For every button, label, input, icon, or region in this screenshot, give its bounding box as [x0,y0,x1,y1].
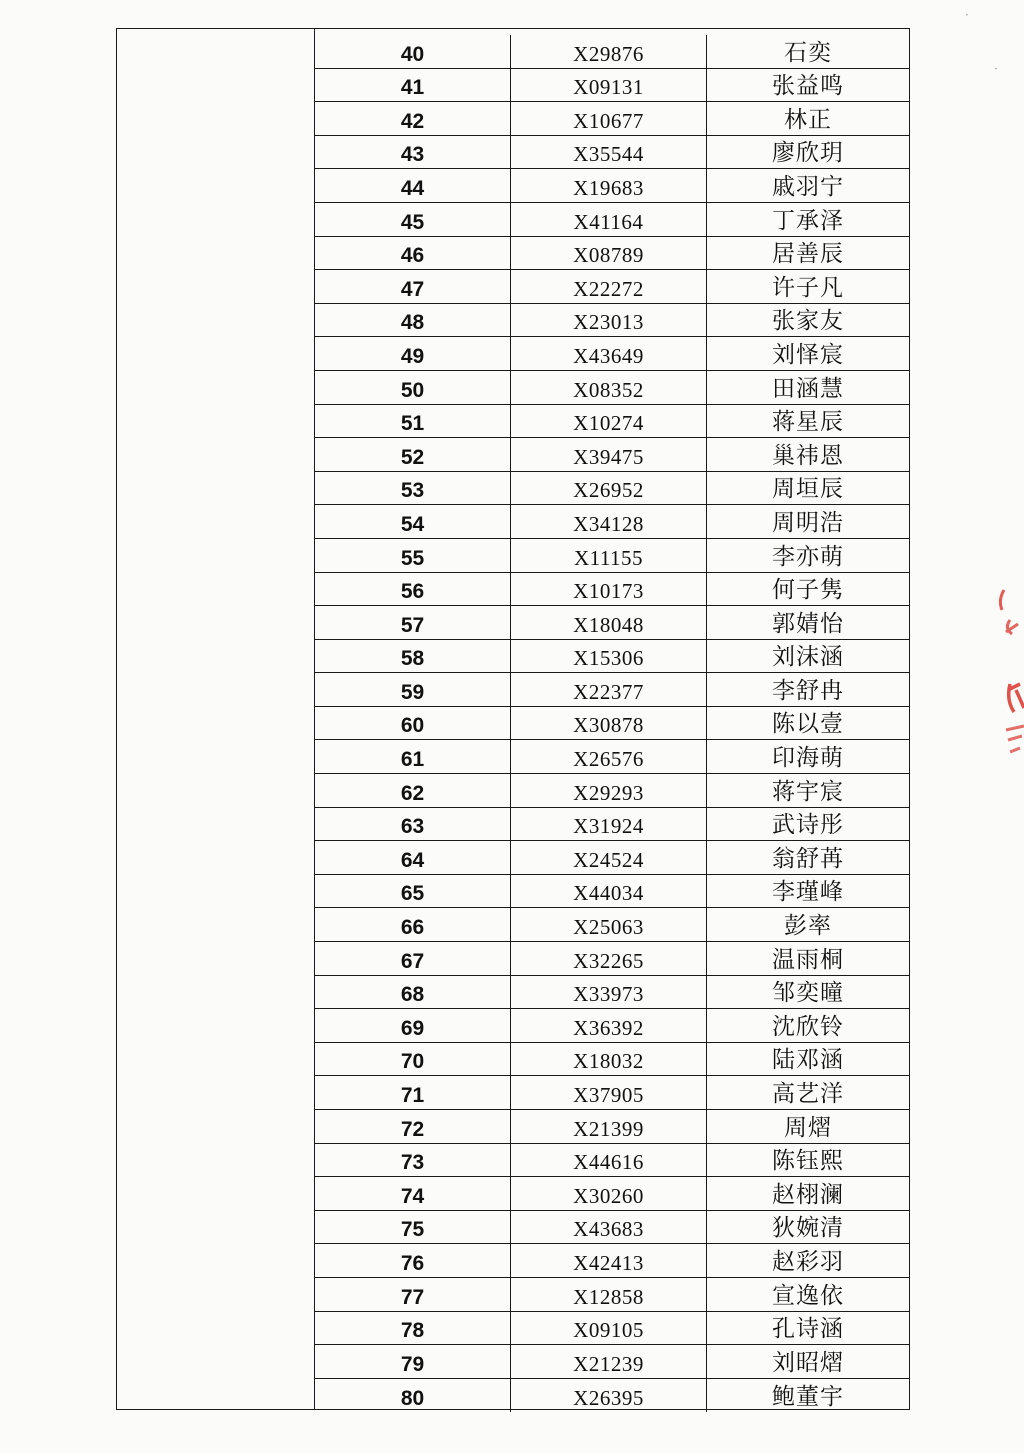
row-number: 47 [315,270,511,303]
row-number: 73 [315,1144,511,1177]
row-number: 49 [315,337,511,370]
row-id: X42413 [511,1244,707,1277]
row-number: 79 [315,1345,511,1378]
row-number: 58 [315,640,511,673]
row-name: 彭率 [784,913,832,940]
row-number: 54 [315,505,511,538]
table-row [315,707,909,741]
row-number: 52 [315,438,511,471]
row-id: X32265 [511,942,707,975]
row-name: 郭婧怡 [772,610,844,637]
row-id: X30878 [511,707,707,740]
row-id: X39475 [511,438,707,471]
row-name: 高艺洋 [772,1081,844,1107]
row-id: X43683 [511,1211,707,1244]
row-id: X18048 [511,606,707,639]
table-row [315,539,909,573]
row-name: 狄婉清 [772,1215,844,1242]
row-name: 戚羽宁 [772,173,844,200]
table-row [315,237,909,271]
row-id: X43649 [511,337,707,370]
row-id: X22272 [511,270,707,303]
table-row [315,1345,909,1379]
table-row [315,270,909,304]
row-number: 78 [315,1312,511,1345]
row-number: 61 [315,740,511,773]
row-id: X10677 [511,102,707,135]
table-rows [315,35,909,1409]
row-id: X30260 [511,1177,707,1210]
table-row [315,673,909,707]
table-row [315,203,909,237]
row-number: 59 [315,673,511,706]
row-id: X26395 [511,1379,707,1413]
table-row [315,1110,909,1144]
row-name: 何子隽 [772,577,844,604]
row-id: X21239 [511,1345,707,1378]
row-number: 65 [315,875,511,908]
table-row [315,875,909,909]
row-number: 72 [315,1110,511,1143]
row-number: 63 [315,808,511,841]
row-name: 李亦萌 [772,543,844,570]
row-name: 廖欣玥 [772,140,844,167]
scan-speck: · [965,8,969,22]
row-name: 林正 [784,106,832,133]
row-name: 孔诗涵 [772,1316,844,1343]
table-row [315,606,909,640]
row-name: 邹奕曈 [772,980,844,1007]
blank-left-column [117,29,315,1409]
table-row [315,136,909,170]
row-id: X33973 [511,976,707,1009]
row-number: 66 [315,908,511,941]
row-id: X10173 [511,573,707,606]
row-id: X23013 [511,304,707,337]
row-name: 赵彩羽 [772,1248,844,1275]
table-row [315,640,909,674]
row-id: X09131 [511,69,707,102]
row-name: 许子凡 [772,274,844,301]
table-row [315,1379,909,1413]
table-row [315,774,909,808]
row-number: 64 [315,841,511,874]
table-row [315,908,909,942]
table-row [315,505,909,539]
table-row [315,1244,909,1278]
row-number: 51 [315,405,511,438]
table-row [315,169,909,203]
row-id: X22377 [511,673,707,706]
table-row [315,304,909,338]
row-name: 陆邓涵 [772,1047,844,1074]
row-id: X37905 [511,1076,707,1109]
row-id: X44616 [511,1144,707,1177]
row-id: X09105 [511,1312,707,1345]
row-number: 48 [315,304,511,337]
row-name: 周明浩 [772,509,844,536]
row-name: 居善辰 [772,241,844,268]
row-id: X36392 [511,1009,707,1042]
row-name: 鲍董宇 [772,1384,844,1411]
row-number: 75 [315,1211,511,1244]
table-row [315,808,909,842]
row-id: X08789 [511,237,707,270]
row-name: 刘沫涵 [772,644,844,671]
table-row [315,1278,909,1312]
roster-table [116,28,910,1410]
table-row [315,1043,909,1077]
row-id: X15306 [511,640,707,673]
row-number: 42 [315,102,511,135]
row-name: 丁承泽 [772,207,844,234]
table-row [315,35,909,69]
row-name: 田涵慧 [772,375,844,402]
table-row [315,1312,909,1346]
row-name: 周垣辰 [772,476,844,503]
row-name: 周熠 [784,1114,832,1141]
row-name: 巢祎恩 [772,442,844,469]
table-row [315,1177,909,1211]
row-id: X18032 [511,1043,707,1076]
table-row [315,740,909,774]
scan-speck: · [994,62,998,76]
row-name: 印海萌 [772,745,844,772]
row-number: 55 [315,539,511,572]
row-number: 69 [315,1009,511,1042]
red-seal-stamp-fragment [990,580,1024,780]
table-row [315,573,909,607]
row-name: 张益鸣 [772,73,844,100]
row-id: X29293 [511,774,707,807]
row-number: 53 [315,472,511,505]
row-number: 44 [315,169,511,202]
row-name: 张家友 [772,308,844,335]
table-row [315,1009,909,1043]
row-name: 宣逸依 [772,1282,844,1309]
row-id: X21399 [511,1110,707,1143]
row-number: 40 [315,35,511,68]
row-id: X24524 [511,841,707,874]
row-name: 陈以壹 [772,711,844,738]
row-id: X41164 [511,203,707,236]
row-number: 60 [315,707,511,740]
row-number: 56 [315,573,511,606]
table-row [315,841,909,875]
row-number: 43 [315,136,511,169]
row-name: 温雨桐 [772,946,844,973]
table-row [315,1211,909,1245]
row-number: 80 [315,1379,511,1413]
row-number: 57 [315,606,511,639]
row-name: 蒋宇宸 [772,778,844,805]
row-id: X34128 [511,505,707,538]
row-id: X12858 [511,1278,707,1311]
row-id: X26952 [511,472,707,505]
row-name: 翁舒苒 [772,845,844,872]
row-id: X35544 [511,136,707,169]
row-number: 71 [315,1076,511,1109]
row-number: 70 [315,1043,511,1076]
table-row [315,472,909,506]
row-name: 赵栩澜 [772,1181,844,1208]
row-number: 46 [315,237,511,270]
row-number: 74 [315,1177,511,1210]
table-row [315,438,909,472]
row-number: 50 [315,371,511,404]
row-number: 62 [315,774,511,807]
row-id: X29876 [511,35,707,68]
table-row [315,371,909,405]
row-id: X10274 [511,405,707,438]
table-row [315,976,909,1010]
row-number: 76 [315,1244,511,1277]
table-row [315,69,909,103]
row-name: 武诗彤 [772,812,844,839]
table-row [315,942,909,976]
row-number: 77 [315,1278,511,1311]
table-row [315,1144,909,1178]
row-id: X19683 [511,169,707,202]
row-name: 石奕 [784,39,832,66]
row-number: 45 [315,203,511,236]
row-number: 68 [315,976,511,1009]
row-number: 41 [315,69,511,102]
table-row [315,102,909,136]
row-name: 李瑾峰 [772,879,844,906]
row-number: 67 [315,942,511,975]
row-id: X31924 [511,808,707,841]
table-row [315,405,909,439]
row-name: 沈欣铃 [772,1013,844,1040]
row-id: X44034 [511,875,707,908]
row-id: X25063 [511,908,707,941]
row-id: X26576 [511,740,707,773]
table-row [315,337,909,371]
row-id: X11155 [511,539,707,572]
row-name: 李舒冉 [772,677,844,704]
row-id: X08352 [511,371,707,404]
row-name: 刘怿宸 [772,341,844,368]
row-name: 蒋星辰 [772,409,844,436]
table-row [315,1076,909,1110]
row-name: 陈钰熙 [772,1148,844,1175]
row-name: 刘昭熠 [772,1349,844,1376]
